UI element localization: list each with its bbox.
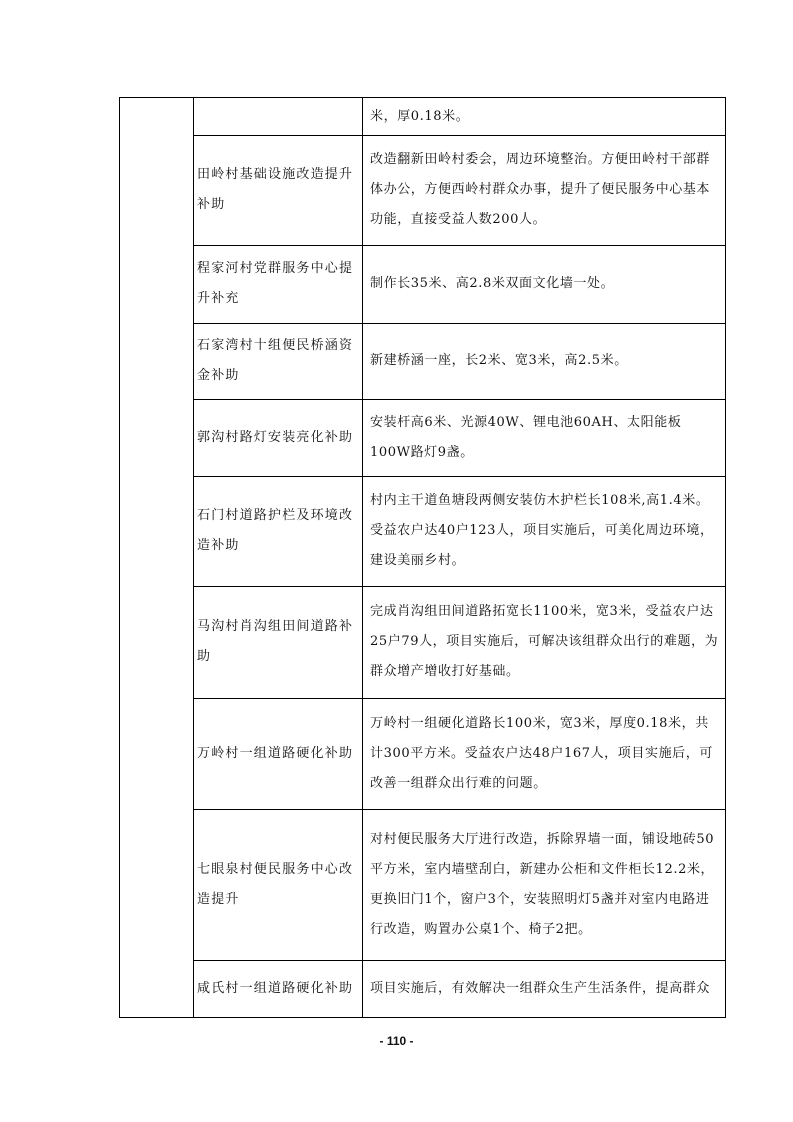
project-desc-cell: [370, 960, 722, 1017]
project-name: 咸氏村一组道路硬化补助: [197, 980, 354, 996]
project-desc-cell: [370, 245, 722, 323]
project-name-cell: [197, 476, 359, 586]
project-name-cell: [197, 399, 359, 476]
project-name: 万岭村一组道路硬化补助: [197, 745, 354, 761]
project-desc-cell: [370, 698, 722, 809]
project-name: 石门村道路护栏及环境改造补助: [197, 508, 354, 553]
project-name: 程家河村党群服务中心提升补充: [197, 261, 354, 306]
project-name-cell: [197, 698, 359, 809]
project-desc: 改造翻新田岭村委会，周边环境整治。方便田岭村干部群体办公，方便西岭村群众办事，提升了便民服务中心基本功能，直接受益人数200人。: [370, 152, 711, 227]
project-name-cell: [197, 809, 359, 960]
project-desc-cell: [370, 399, 722, 476]
project-desc-cell: [370, 809, 722, 960]
project-name-cell: [197, 135, 359, 245]
project-desc: 万岭村一组硬化道路长100米，宽3米，厚度0.18米，共计300平方米。受益农户达48户167人，项目实施后，可改善一组群众出行难的问题。: [370, 715, 713, 791]
project-desc: 制作长35米、高2.8米双面文化墙一处。: [370, 276, 615, 291]
project-name: 石家湾村十组便民桥涵资金补助: [197, 338, 354, 383]
project-name: 郭沟村路灯安装亮化补助: [197, 429, 354, 445]
project-name: 田岭村基础设施改造提升补助: [197, 167, 354, 212]
page-number: - 110 -: [379, 1034, 414, 1048]
column-divider: [362, 98, 363, 1017]
project-desc: 村内主干道鱼塘段两侧安装仿木护栏长108米,高1.4米。受益农户达40户123人，项目实施后，可美化周边环境，建设美丽乡村。: [370, 493, 714, 568]
project-name-cell: [197, 586, 359, 698]
project-table: [119, 97, 726, 1018]
project-name-cell: [197, 323, 359, 399]
project-desc-cell: [370, 323, 722, 399]
project-desc: 完成肖沟组田间道路拓宽长1100米，宽3米，受益农户达25户79人，项目实施后，可解决该组群众出行的难题，为群众增产增收打好基础。: [370, 604, 719, 679]
project-name: 马沟村肖沟组田间道路补助: [197, 619, 354, 664]
project-name-cell: [197, 245, 359, 323]
project-desc-cell: [370, 476, 722, 586]
column-divider: [193, 98, 194, 1017]
project-name-cell: [197, 98, 359, 135]
project-name: 七眼泉村便民服务中心改造提升: [197, 861, 354, 907]
project-name-cell: [197, 960, 359, 1017]
project-desc-cell: [370, 586, 722, 698]
project-desc: 新建桥涵一座，长2米、宽3米，高2.5米。: [370, 353, 628, 368]
project-desc-cell: [370, 98, 722, 135]
project-desc-cell: [370, 135, 722, 245]
project-desc: 安装杆高6米、光源40W、锂电池60AH、太阳能板100W路灯9盏。: [370, 414, 682, 460]
project-desc: 米，厚0.18米。: [370, 108, 470, 124]
project-desc: 对村便民服务大厅进行改造，拆除界墙一面，铺设地砖50平方米，室内墙壁刮白，新建办公柜和文件柜长12.2米，更换旧门1个，窗户3个，安装照明灯5盏并对室内电路进行改造，购置办公桌1个、椅子2把。: [370, 831, 715, 937]
project-desc: 项目实施后，有效解决一组群众生产生活条件，提高群众: [370, 980, 711, 996]
